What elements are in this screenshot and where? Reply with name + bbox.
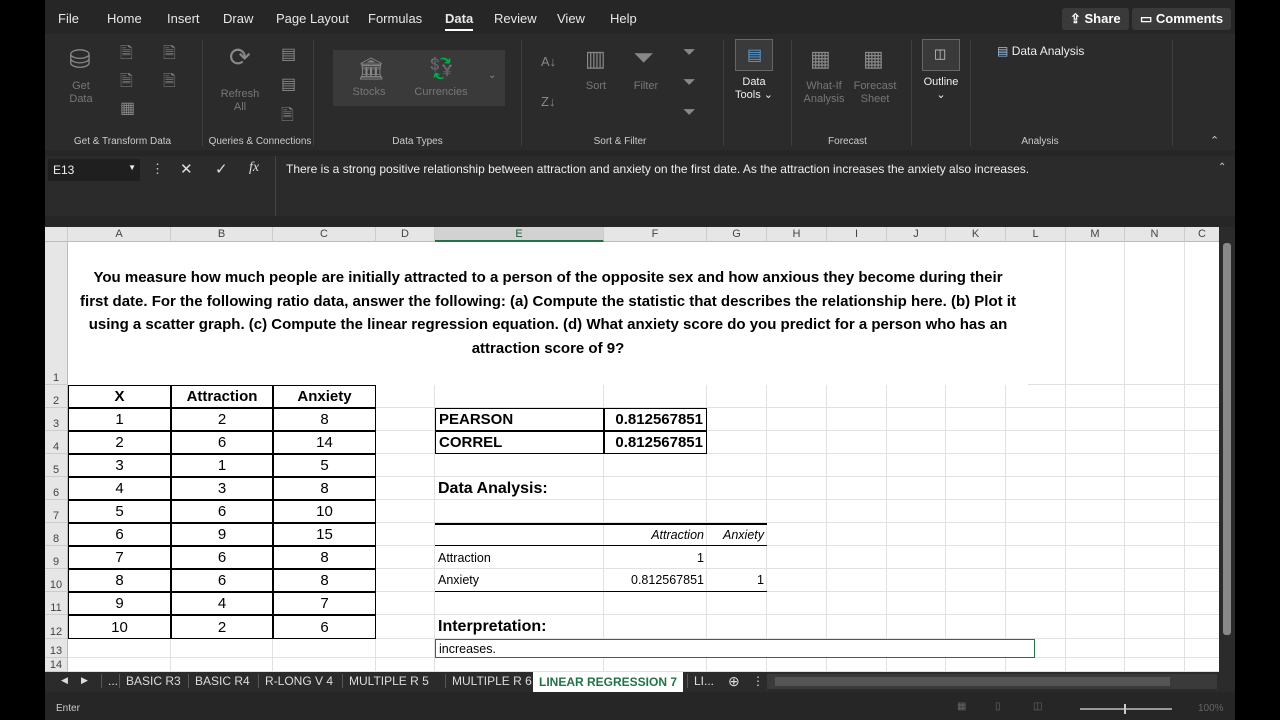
column-header-K[interactable]: K xyxy=(946,227,1006,242)
table-cell[interactable]: 5 xyxy=(273,454,376,477)
table-cell[interactable]: 7 xyxy=(273,592,376,615)
row-header-13[interactable]: 13 xyxy=(45,639,68,658)
table-cell[interactable]: 9 xyxy=(171,523,273,546)
table-cell[interactable]: 8 xyxy=(273,569,376,592)
corr-matrix-header[interactable]: Anxiety xyxy=(707,523,767,546)
group-label: Queries & Connections xyxy=(208,136,312,147)
currencies-icon: 💱 xyxy=(429,58,454,80)
group-label: Forecast xyxy=(828,136,867,147)
row-header-8[interactable]: 8 xyxy=(45,523,68,546)
table-cell[interactable]: 8 xyxy=(273,408,376,431)
comment-icon: ▭ xyxy=(1140,11,1156,26)
what-if-analysis-button[interactable]: What-If Analysis xyxy=(803,80,845,105)
insert-function-icon[interactable]: fx xyxy=(249,160,260,175)
share-icon: ⇪ xyxy=(1070,11,1085,26)
tab-formulas[interactable]: Formulas xyxy=(368,11,423,26)
gridline xyxy=(1184,242,1185,672)
row-header-7[interactable]: 7 xyxy=(45,500,68,523)
table-cell[interactable]: 14 xyxy=(273,431,376,454)
row-header-1[interactable]: 1 xyxy=(45,242,68,385)
tab-home[interactable]: Home xyxy=(107,11,142,26)
table-cell[interactable]: 2 xyxy=(68,431,171,454)
column-header-E[interactable]: E xyxy=(435,227,604,242)
outline-button[interactable]: Outline ⌄ xyxy=(923,76,959,101)
pearson-value[interactable]: 0.812567851 xyxy=(604,408,707,431)
edit-links-icon[interactable]: 🗎 xyxy=(281,107,294,124)
row-header-3[interactable]: 3 xyxy=(45,408,68,431)
sort-icon: ▥ xyxy=(585,46,606,71)
tab-view[interactable]: View xyxy=(557,11,585,26)
table-cell[interactable]: 10 xyxy=(68,615,171,639)
name-box[interactable]: E13 ▼ xyxy=(48,159,140,181)
table-header[interactable]: Attraction xyxy=(171,385,273,408)
table-cell[interactable]: 15 xyxy=(273,523,376,546)
vertical-scrollbar[interactable] xyxy=(1219,227,1235,672)
corr-matrix-cell[interactable]: Anxiety xyxy=(435,569,604,592)
group-label: Get & Transform Data xyxy=(73,136,172,147)
formula-bar xyxy=(45,156,1235,216)
scroll-left-icon[interactable]: ◀ xyxy=(61,675,68,685)
corr-matrix-cell[interactable]: 1 xyxy=(697,550,704,565)
tab-file[interactable]: File xyxy=(58,11,79,26)
correl-label[interactable]: CORREL xyxy=(435,431,604,454)
sheet-tab[interactable]: BASIC R4 xyxy=(188,674,256,688)
sheet-tab[interactable]: MULTIPLE R 5 xyxy=(342,674,435,688)
tab-page-layout[interactable]: Page Layout xyxy=(276,11,350,26)
row-header-6[interactable]: 6 xyxy=(45,477,68,500)
share-button[interactable]: ⇪ Share xyxy=(1062,8,1129,30)
cell-e13-editing[interactable]: increases. xyxy=(435,639,1035,658)
existing-connections-icon[interactable]: 🗎 xyxy=(163,73,176,90)
corr-matrix-cell[interactable] xyxy=(707,546,767,569)
sheet-tab[interactable]: BASIC R3 xyxy=(119,674,187,688)
table-cell[interactable]: 6 xyxy=(273,615,376,639)
gridline xyxy=(1124,242,1125,672)
merged-question-cell[interactable] xyxy=(68,242,1028,385)
collapse-formula-bar-icon[interactable]: ⌃ xyxy=(1218,162,1227,173)
table-cell[interactable]: 4 xyxy=(68,477,171,500)
advanced-filter-icon[interactable]: ⏷ xyxy=(683,104,696,121)
column-header-A[interactable]: A xyxy=(68,227,171,242)
tab-review[interactable]: Review xyxy=(494,11,537,26)
filter-icon: ⏷ xyxy=(633,42,654,72)
table-cell[interactable]: 8 xyxy=(273,546,376,569)
ribbon xyxy=(45,34,1235,150)
reapply-icon[interactable]: ⏷ xyxy=(683,74,696,91)
column-header-G[interactable]: G xyxy=(707,227,767,242)
table-cell[interactable]: 6 xyxy=(171,500,273,523)
worksheet-grid[interactable] xyxy=(45,227,1235,672)
table-cell[interactable]: 3 xyxy=(68,454,171,477)
excel-window xyxy=(45,0,1235,720)
group-label: Analysis xyxy=(1021,136,1059,147)
row-header-14[interactable]: 14 xyxy=(45,658,68,672)
interpretation-heading[interactable]: Interpretation: xyxy=(438,618,547,635)
row-header-5[interactable]: 5 xyxy=(45,454,68,477)
table-cell[interactable]: 7 xyxy=(68,546,171,569)
row-header-4[interactable]: 4 xyxy=(45,431,68,454)
column-header-D[interactable]: D xyxy=(376,227,435,242)
tab-draw[interactable]: Draw xyxy=(223,11,254,26)
recent-sources-icon[interactable]: 🗎 xyxy=(163,45,176,62)
tab-help[interactable]: Help xyxy=(610,11,637,26)
pearson-label[interactable]: PEARSON xyxy=(435,408,604,431)
sheet-tab[interactable]: MULTIPLE R 6 xyxy=(445,674,538,688)
add-sheet-icon[interactable]: ⊕ xyxy=(728,673,740,689)
page-break-icon[interactable]: ◫ xyxy=(1033,701,1043,712)
refresh-all-button[interactable]: Refresh All xyxy=(220,88,260,113)
normal-view-icon[interactable]: ▦ xyxy=(957,701,967,712)
table-cell[interactable]: 1 xyxy=(171,454,273,477)
row-header-11[interactable]: 11 xyxy=(45,592,68,615)
column-header-J[interactable]: J xyxy=(887,227,946,242)
currencies-button[interactable]: Currencies xyxy=(414,86,468,98)
sheet-tab[interactable]: LINEAR REGRESSION 7 xyxy=(533,672,683,692)
corr-matrix-cell[interactable]: Attraction xyxy=(438,550,491,565)
column-header-C[interactable]: C xyxy=(273,227,376,242)
from-table-icon[interactable]: ▦ xyxy=(120,100,136,117)
column-header-M[interactable]: M xyxy=(1066,227,1125,242)
clear-filter-icon[interactable]: ⏷ xyxy=(683,44,696,61)
data-analysis-heading[interactable]: Data Analysis: xyxy=(438,479,548,497)
gridline xyxy=(1065,242,1066,672)
table-cell[interactable]: 5 xyxy=(68,500,171,523)
data-tools-button[interactable]: Data Tools ⌄ xyxy=(735,76,773,101)
more-icon[interactable]: ⋮ xyxy=(151,161,164,176)
corr-matrix-corner[interactable] xyxy=(435,523,604,546)
table-cell[interactable]: 9 xyxy=(68,592,171,615)
select-all-corner[interactable] xyxy=(45,227,68,242)
zoom-slider[interactable] xyxy=(1080,708,1172,710)
data-analysis-button[interactable]: ▤ Data Analysis xyxy=(997,44,1085,58)
table-cell[interactable]: 2 xyxy=(171,408,273,431)
sort-descending-icon[interactable]: Z↓ xyxy=(541,94,556,109)
table-cell[interactable]: 6 xyxy=(171,569,273,592)
table-cell[interactable]: 8 xyxy=(68,569,171,592)
page-layout-icon[interactable]: ▯ xyxy=(995,701,1001,712)
formula-input[interactable]: There is a strong positive relationship between attraction and anxiety on the first date. As the attraction increases the anxiety also increases. xyxy=(275,156,1235,216)
forecast-sheet-icon: ▦ xyxy=(863,46,884,71)
table-cell[interactable]: 10 xyxy=(273,500,376,523)
what-if-icon: ▦ xyxy=(810,46,831,71)
corr-matrix-cell[interactable]: 0.812567851 xyxy=(604,569,707,592)
status-mode: Enter xyxy=(56,703,80,714)
from-text-icon[interactable]: 🗎 xyxy=(120,45,133,62)
scroll-right-icon[interactable]: ▶ xyxy=(81,675,88,685)
from-web-icon[interactable]: 🗎 xyxy=(120,73,133,90)
group-label: Data Types xyxy=(392,136,443,147)
table-cell[interactable]: 6 xyxy=(68,523,171,546)
more-icon[interactable]: ⋮ xyxy=(752,674,764,688)
table-cell[interactable]: 8 xyxy=(273,477,376,500)
properties-icon[interactable]: ▤ xyxy=(281,76,297,93)
status-bar xyxy=(45,698,1235,720)
column-header-N[interactable]: N xyxy=(1125,227,1185,242)
corr-matrix-header[interactable]: Attraction xyxy=(604,523,707,546)
enter-icon[interactable]: ✓ xyxy=(215,161,228,178)
table-cell[interactable]: 3 xyxy=(171,477,273,500)
refresh-icon: ⟳ xyxy=(229,42,251,72)
chevron-down-icon[interactable]: ⌄ xyxy=(488,70,497,81)
row-header-2[interactable]: 2 xyxy=(45,385,68,408)
comments-button[interactable]: ▭ Comments xyxy=(1132,8,1231,30)
forecast-sheet-button[interactable]: Forecast Sheet xyxy=(853,80,897,105)
get-data-button[interactable]: Get Data xyxy=(69,80,93,105)
table-cell[interactable]: 6 xyxy=(171,431,273,454)
queries-icon[interactable]: ▤ xyxy=(281,46,297,63)
zoom-level[interactable]: 100% xyxy=(1198,703,1224,714)
corr-matrix-cell[interactable]: 1 xyxy=(707,569,767,592)
column-header-C[interactable]: C xyxy=(1185,227,1220,242)
sheet-tab[interactable]: R-LONG V 4 xyxy=(258,674,339,688)
column-header-F[interactable]: F xyxy=(604,227,707,242)
table-cell[interactable]: 1 xyxy=(68,408,171,431)
table-header[interactable]: Anxiety xyxy=(273,385,376,408)
horizontal-scrollbar[interactable] xyxy=(767,674,1217,689)
stocks-button[interactable]: Stocks xyxy=(352,86,386,98)
correl-value[interactable]: 0.812567851 xyxy=(604,431,707,454)
cancel-icon[interactable]: ✕ xyxy=(180,161,193,178)
tab-data[interactable]: Data xyxy=(445,11,474,26)
filter-button[interactable]: Filter xyxy=(633,80,659,92)
table-header[interactable]: X xyxy=(68,385,171,408)
sheet-tab[interactable]: ... xyxy=(101,674,124,688)
column-header-I[interactable]: I xyxy=(827,227,887,242)
group-label: Sort & Filter xyxy=(593,136,647,147)
table-cell[interactable]: 6 xyxy=(171,546,273,569)
tab-insert[interactable]: Insert xyxy=(167,11,200,26)
stocks-icon: 🏛 xyxy=(357,56,385,81)
table-cell[interactable]: 2 xyxy=(171,615,273,639)
data-tools-icon: ▤ xyxy=(735,39,773,71)
column-header-B[interactable]: B xyxy=(171,227,273,242)
row-header-9[interactable]: 9 xyxy=(45,546,68,569)
sort-button[interactable]: Sort xyxy=(585,80,607,92)
question-text: You measure how much people are initially attracted to a person of the opposite sex and how anxious they become during their first date. For the following ratio data, answer the following: (a) Compute the statistic that describes the relationship here. (b) Plot it using a scatter graph. (c) Compute the linear regression equation. (d) What anxiety score do you predict for a person who has an attraction score of 9? xyxy=(80,269,1016,357)
sheet-tab[interactable]: LI... xyxy=(687,674,720,688)
outline-icon: ◫ xyxy=(922,39,960,71)
sheet-tabs-bar xyxy=(45,672,1235,692)
column-header-L[interactable]: L xyxy=(1006,227,1066,242)
row-header-12[interactable]: 12 xyxy=(45,615,68,639)
table-cell[interactable]: 4 xyxy=(171,592,273,615)
database-icon: ⛁ xyxy=(69,44,91,74)
sort-ascending-icon[interactable]: A↓ xyxy=(541,54,557,69)
row-header-10[interactable]: 10 xyxy=(45,569,68,592)
column-header-H[interactable]: H xyxy=(767,227,827,242)
data-analysis-icon: ▤ xyxy=(997,44,1009,58)
collapse-ribbon-icon[interactable]: ⌃ xyxy=(1210,135,1220,147)
